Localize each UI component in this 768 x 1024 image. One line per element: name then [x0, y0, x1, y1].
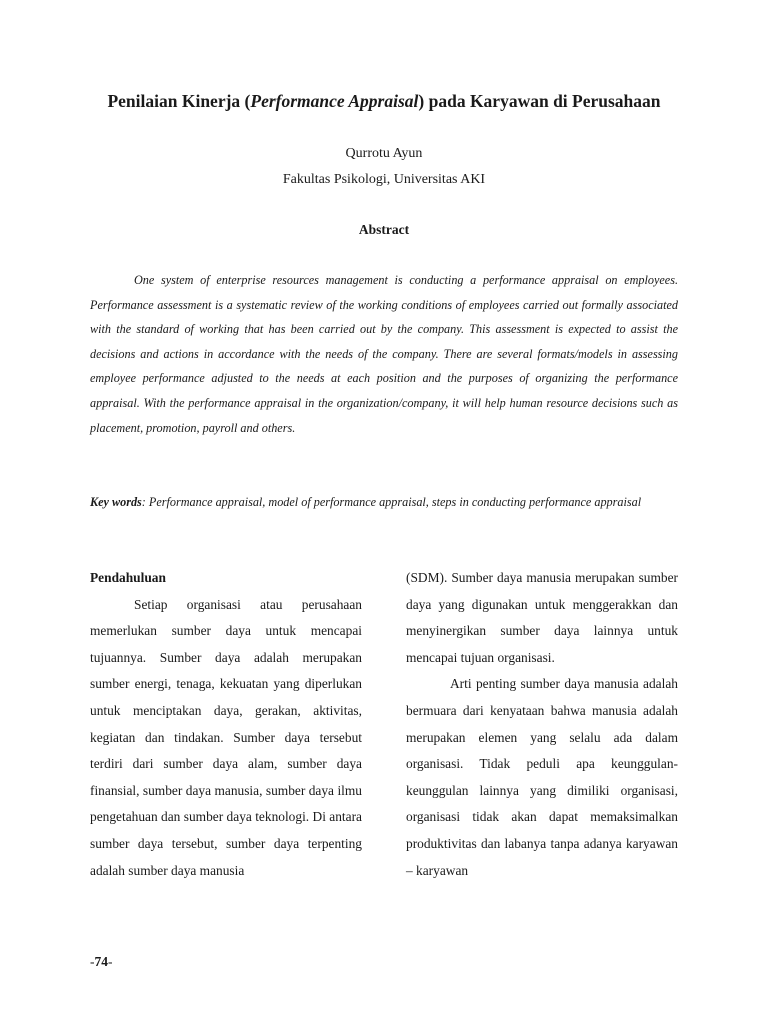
- right-column: [406, 565, 678, 884]
- title-suffix: ) pada Karyawan di Perusahaan: [418, 91, 661, 111]
- author-affiliation: Fakultas Psikologi, Universitas AKI: [282, 172, 486, 187]
- paper-title: [0, 91, 768, 112]
- page-number-suffix: -: [108, 954, 113, 969]
- keywords-label: Key words: [90, 495, 142, 509]
- body-paragraph-right-2: Arti penting sumber daya manusia adalah bermuara dari kenyataan bahwa manusia adalah merupakan elemen yang selalu ada dalam organisasi. Tidak peduli apa keunggulan-keunggulan lainnya yang dimiliki organisasi, organisasi tidak akan dapat memaksimalkan produktivitas dan labanya tanpa adanya karyawan – karyawan: [406, 676, 678, 878]
- section-heading: Pendahuluan: [90, 570, 166, 585]
- title-prefix: Penilaian Kinerja (: [107, 91, 251, 111]
- keywords-text: : Performance appraisal, model of performance appraisal, steps in conducting performance appraisal: [141, 495, 642, 509]
- keywords: [90, 490, 678, 515]
- page-number-prefix: -: [90, 954, 95, 969]
- author-name: Qurrotu Ayun: [345, 146, 423, 161]
- page-number: [90, 954, 113, 970]
- abstract-text: One system of enterprise resources management is conducting a performance appraisal on employees. Performance assessment is a systematic review of the working conditions of employees carried out formally associated with the standard of working that has been carried out by the company. This assessment is expected to assist the decisions and actions in accordance with the needs of the company. There are several formats/models in assessing employee performance adjusted to the needs at each position and the purposes of organizing the performance appraisal. With the performance appraisal in the organization/company, it will help human resource decisions such as placement, promotion, payroll and others.: [90, 273, 678, 435]
- body-paragraph-left: Setiap organisasi atau perusahaan memerlukan sumber daya untuk mencapai tujuannya. Sumber daya adalah merupakan sumber energi, tenaga, kekuatan yang diperlukan untuk menciptakan daya, gerakan, aktivitas, kegiatan dan tindakan. Sumber daya tersebut terdiri dari sumber daya alam, sumber daya finansial, sumber daya manusia, sumber daya ilmu pengetahuan dan sumber daya teknologi. Di antara sumber daya tersebut, sumber daya terpenting adalah sumber daya manusia: [90, 596, 362, 878]
- body-paragraph-right-1: (SDM). Sumber daya manusia merupakan sumber daya yang digunakan untuk menggerakkan dan menyinergikan sumber daya lainnya untuk mencapai tujuan organisasi.: [406, 570, 678, 665]
- left-column: [90, 565, 362, 884]
- title-italic: Performance Appraisal: [250, 91, 419, 111]
- abstract-heading: Abstract: [358, 222, 410, 237]
- page-number-value: 74: [94, 954, 108, 969]
